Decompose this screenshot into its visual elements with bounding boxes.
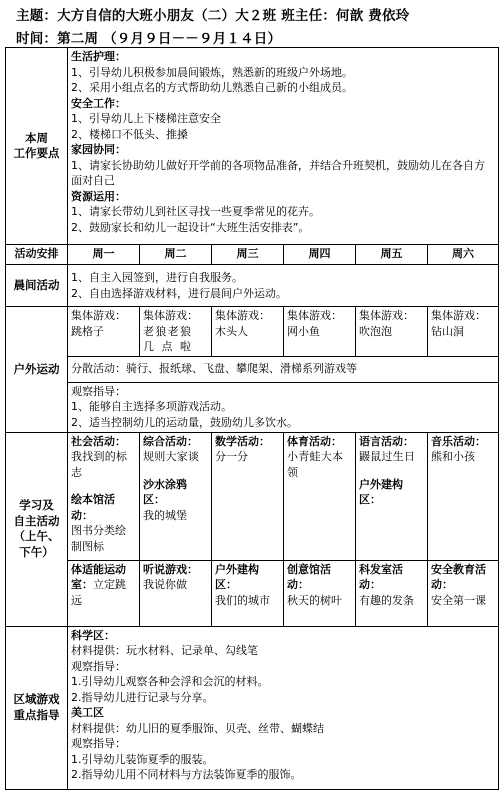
group-game-mon: 集体游戏： 跳格子 — [68, 307, 140, 357]
focus-section: 安全工作： — [71, 96, 126, 110]
day-thu: 周四 — [284, 245, 356, 265]
focus-item: 2、采用小组点名的方式帮助幼儿熟悉自己新的小组成员。 — [71, 81, 353, 94]
group-game-wed: 集体游戏： 木头人 — [212, 307, 284, 357]
learning-wed: 数学活动： 分一分 — [212, 432, 284, 560]
regional-section: 科学区： — [71, 628, 115, 642]
morning-content — [68, 265, 499, 307]
learning2-fri: 科发室活动： 有趣的发条 — [356, 560, 428, 626]
group-game-thu: 集体游戏： 网小鱼 — [284, 307, 356, 357]
outdoor-group-row — [6, 307, 499, 357]
day-fri: 周五 — [356, 245, 428, 265]
day-wed: 周三 — [212, 245, 284, 265]
focus-item: 1、引导幼儿积极参加晨间锻炼，熟悉新的班级户外场地。 — [71, 65, 353, 79]
day-header-row — [6, 245, 499, 265]
regional-label: 区域游戏 重点指导 — [6, 626, 68, 789]
learning-tue: 综合活动： 规则大家谈 沙水涂鸦区： 我的城堡 — [140, 432, 212, 560]
learning-row-2 — [6, 560, 499, 626]
focus-section: 生活护理： — [71, 50, 126, 63]
schedule-label: 活动安排 — [6, 245, 68, 265]
focus-item: 2、楼梯口不低头、推搡 — [71, 127, 188, 141]
regional-row — [6, 626, 499, 789]
learning-sat: 音乐活动： 熊和小孩 — [428, 432, 499, 560]
learning-mon: 社会活动： 我找到的标志 绘本馆活动： 图书分类绘制图标 — [68, 432, 140, 560]
learning2-thu: 创意馆活动： 秋天的树叶 — [284, 560, 356, 626]
focus-section: 家园协同： — [71, 143, 126, 156]
guidance-item: 2、适当控制幼儿的运动量，鼓励幼儿多饮水。 — [71, 415, 298, 429]
learning-fri: 语言活动： 鼹鼠过生日 户外建构区： — [356, 432, 428, 560]
day-mon: 周一 — [68, 245, 140, 265]
guidance-item: 1、能够自主选择多项游戏活动。 — [71, 400, 232, 414]
focus-item: 1、引导幼儿上下楼梯注意安全 — [71, 112, 221, 125]
day-sat: 周六 — [428, 245, 499, 265]
group-game-tue: 集体游戏： 老狼老狼几点啦 — [140, 307, 212, 357]
morning-item: 1、自主入园签到，进行自我服务。 — [71, 271, 243, 284]
weekly-plan-table — [5, 47, 499, 790]
outdoor-label: 户外运动 — [6, 307, 68, 433]
regional-section: 美工区 — [71, 706, 104, 719]
outdoor-scattered-row — [6, 356, 499, 382]
learning-row-1 — [6, 432, 499, 560]
outdoor-guidance: 观察指导： 1、能够自主选择多项游戏活动。 2、适当控制幼儿的运动量，鼓励幼儿多饮水。 — [68, 382, 499, 432]
scattered-activities: 分散活动：骑行、报纸球、飞盘、攀爬架、滑梯系列游戏等 — [68, 356, 499, 382]
morning-row — [6, 265, 499, 307]
focus-item: 2、鼓励家长和幼儿一起设计“大班生活安排表”。 — [71, 220, 310, 234]
morning-item: 2、自由选择游戏材料，进行晨间户外运动。 — [71, 286, 287, 300]
morning-label: 晨间活动 — [6, 265, 68, 307]
weekly-focus-label: 本周 工作要点 — [6, 48, 68, 245]
focus-item: 1、请家长带幼儿到社区寻找一些夏季常见的花卉。 — [71, 205, 320, 218]
group-game-fri: 集体游戏： 吹泡泡 — [356, 307, 428, 357]
learning-label: 学习及 自主活动 （上午、 下午） — [6, 432, 68, 626]
learning2-wed: 户外建构区： 我们的城市 — [212, 560, 284, 626]
title-line: 主题：大方自信的大班小朋友（二）大２班 班主任：何歆 费依玲 — [16, 8, 410, 24]
date-line: 时间：第二周 （９月９日－－９月１４日） — [16, 31, 282, 47]
outdoor-guidance-row — [6, 382, 499, 432]
group-game-sat: 集体游戏： 钻山洞 — [428, 307, 499, 357]
focus-item: 1、请家长协助幼儿做好开学前的各项物品准备，并结合升班契机，鼓励幼儿在各自方面对自己 — [71, 158, 485, 187]
learning-thu: 体育活动： 小青蛙大本领 — [284, 432, 356, 560]
day-tue: 周二 — [140, 245, 212, 265]
learning2-mon: 体适能运动室：立定跳远 — [68, 560, 140, 626]
learning2-tue: 听说游戏： 我说你做 — [140, 560, 212, 626]
focus-section: 资源运用： — [71, 189, 126, 203]
regional-content: 科学区： 材料提供：玩水材料、记录单、勾线笔 观察指导： 1.引导幼儿观察各种会浮和会沉的材料。 2.指导幼儿进行记录与分享。 美工区 材料提供：幼儿旧的夏季服饰、贝壳、丝带、蝴蝶结 观察指导： 1.引导幼儿装饰夏季的服装。 2.指导幼儿用不同材料与方法装饰夏季的服饰。 — [68, 626, 499, 789]
weekly-focus-row — [6, 48, 499, 245]
weekly-focus-content — [68, 48, 499, 245]
learning2-sat: 安全教育活动： 安全第一课 — [428, 560, 499, 626]
